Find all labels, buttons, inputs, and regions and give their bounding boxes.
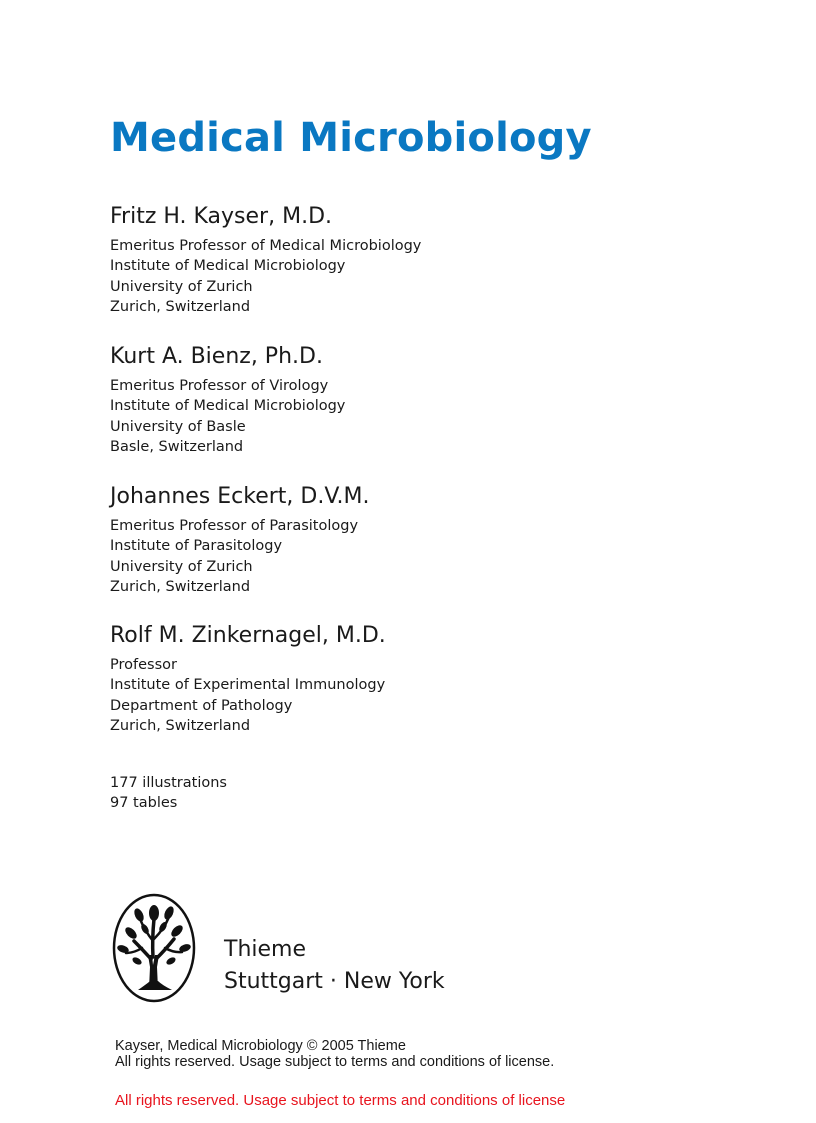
tables-count: 97 tables	[110, 795, 178, 812]
author-institute-line: Institute of Medical Microbiology	[110, 258, 346, 275]
author-block-eckert	[110, 483, 370, 597]
copyright-line: Kayser, Medical Microbiology © 2005 Thieme	[115, 1038, 406, 1054]
illustrations-count: 177 illustrations	[110, 775, 227, 791]
author-name: Rolf M. Zinkernagel, M.D.	[110, 623, 386, 648]
author-location-line: Zurich, Switzerland	[110, 717, 251, 734]
author-institute-line: Institute of Parasitology	[110, 538, 283, 555]
author-title-line: Emeritus Professor of Parasitology	[110, 518, 359, 534]
publisher-locations: Stuttgart · New York	[224, 969, 445, 994]
author-institute-line: Institute of Medical Microbiology	[110, 398, 346, 415]
license-notice	[115, 1038, 554, 1070]
author-institute-line: Institute of Experimental Immunology	[110, 677, 386, 694]
author-block-kayser	[110, 203, 421, 317]
author-name: Kurt A. Bienz, Ph.D.	[110, 344, 323, 369]
author-university-line: University of Basle	[110, 418, 246, 435]
author-department-line: Department of Pathology	[110, 697, 293, 714]
author-name: Fritz H. Kayser, M.D.	[110, 204, 332, 229]
red-license-notice: All rights reserved. Usage subject to terms and conditions of license	[115, 1092, 566, 1109]
author-university-line: University of Zurich	[110, 558, 253, 575]
author-title-line: Emeritus Professor of Virology	[110, 378, 329, 394]
book-counts	[110, 773, 227, 814]
author-block-zinkernagel	[110, 622, 386, 736]
author-location-line: Zurich, Switzerland	[110, 578, 251, 595]
book-title: Medical Microbiology	[110, 115, 592, 161]
author-block-bienz	[110, 343, 345, 457]
rights-line: All rights reserved. Usage subject to terms and conditions of license.	[115, 1054, 555, 1070]
publisher-name: Thieme	[224, 937, 306, 962]
author-title-line: Emeritus Professor of Medical Microbiology	[110, 238, 422, 254]
publisher-block	[224, 934, 445, 998]
author-university-line: University of Zurich	[110, 278, 253, 295]
author-title-line: Professor	[110, 657, 177, 673]
tree-logo-icon	[112, 893, 196, 1003]
author-location-line: Zurich, Switzerland	[110, 298, 251, 315]
author-location-line: Basle, Switzerland	[110, 438, 244, 455]
author-name: Johannes Eckert, D.V.M.	[110, 484, 370, 509]
